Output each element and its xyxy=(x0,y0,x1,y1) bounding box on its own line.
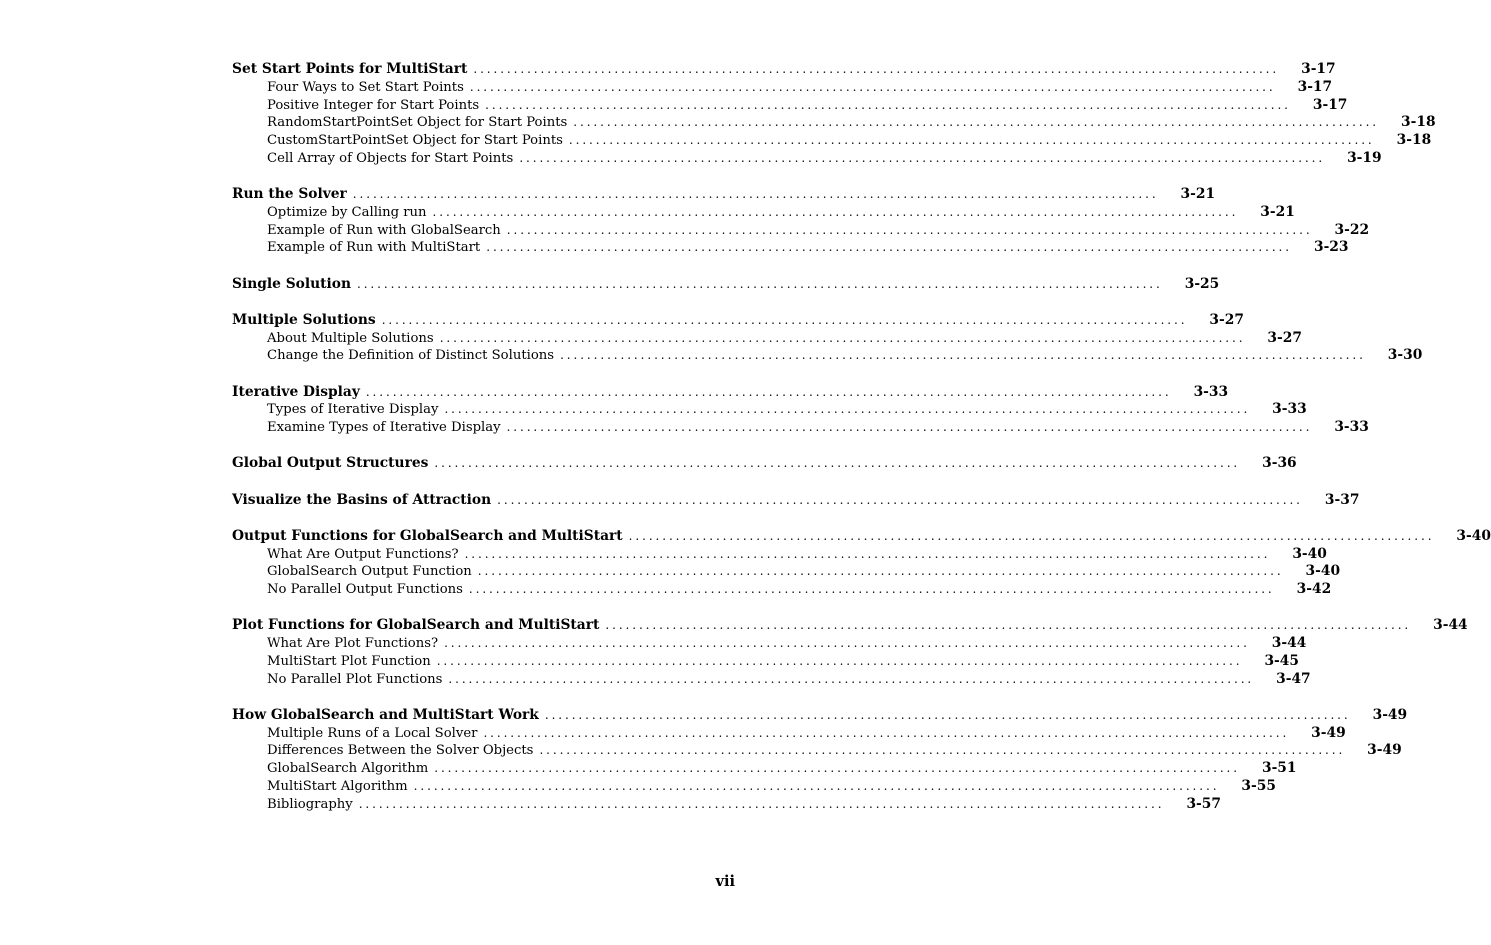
toc-entry-page: 3-45 xyxy=(1264,652,1299,669)
toc-subsection-entry[interactable] xyxy=(232,563,1341,581)
toc-entry-title: CustomStartPointSet Object for Start Points xyxy=(267,133,563,148)
toc-entry-page: 3-30 xyxy=(1387,347,1423,364)
toc-section-entry[interactable] xyxy=(232,617,1468,635)
dot-leader: ........................................................................................................................ xyxy=(497,492,1303,507)
toc-entry-title: Four Ways to Set Start Points xyxy=(267,79,464,95)
toc-section xyxy=(232,311,1423,365)
toc-subsection-entry[interactable] xyxy=(232,221,1370,240)
toc-entry-page: 3-36 xyxy=(1262,455,1297,472)
toc-subsection-entry[interactable] xyxy=(232,760,1297,778)
toc-entry-title: How GlobalSearch and MultiStart Work xyxy=(232,706,539,723)
toc-entry-title: Multiple Runs of a Local Solver xyxy=(267,725,478,741)
toc-subsection-entry[interactable] xyxy=(232,652,1299,671)
toc-entry-page: 3-40 xyxy=(1456,527,1491,544)
toc-entry-title: Bibliography xyxy=(267,796,353,812)
toc-subsection-entry[interactable] xyxy=(232,795,1221,814)
dot-leader: ........................................................................................................................ xyxy=(469,79,1276,94)
toc-subsection-entry[interactable] xyxy=(232,545,1327,564)
dot-leader: ........................................................................................................................ xyxy=(628,528,1435,543)
toc-entry-page: 3-47 xyxy=(1276,670,1311,687)
toc-section xyxy=(232,527,1491,599)
toc-entry-page: 3-17 xyxy=(1297,78,1333,95)
dot-leader: ........................................................................................................................ xyxy=(486,240,1292,255)
toc-entry-title: Visualize the Basins of Attraction xyxy=(232,491,492,508)
dot-leader: ........................................................................................................................ xyxy=(444,402,1251,417)
toc-entry-title: Single Solution xyxy=(232,275,351,292)
page-number: vii xyxy=(715,873,735,890)
dot-leader: ........................................................................................................................ xyxy=(434,761,1240,775)
dot-leader: ........................................................................................................................ xyxy=(473,62,1280,76)
toc-entry-title: RandomStartPointSet Object for Start Points xyxy=(267,115,568,131)
toc-subsection-entry[interactable] xyxy=(232,635,1307,653)
toc-subsection-entry[interactable] xyxy=(232,114,1436,132)
dot-leader: ........................................................................................................................ xyxy=(544,707,1351,722)
toc-entry-title: Example of Run with GlobalSearch xyxy=(267,222,501,238)
toc-entry-title: Types of Iterative Display xyxy=(267,402,439,418)
toc-section xyxy=(232,706,1408,814)
toc-section-entry[interactable] xyxy=(232,491,1360,510)
dot-leader: ........................................................................................................................ xyxy=(434,456,1241,471)
dot-leader: ........................................................................................................................ xyxy=(365,384,1172,399)
toc-section-entry[interactable] xyxy=(232,455,1297,473)
dot-leader: ........................................................................................................................ xyxy=(519,150,1326,165)
toc-entry-page: 3-49 xyxy=(1372,706,1408,723)
toc-entry-title: What Are Output Functions? xyxy=(267,546,459,562)
toc-section xyxy=(232,617,1468,688)
toc-entry-page: 3-27 xyxy=(1267,329,1302,346)
toc-entry-page: 3-40 xyxy=(1305,563,1341,580)
toc-entry-page: 3-55 xyxy=(1241,777,1276,794)
toc-entry-page: 3-49 xyxy=(1311,724,1346,741)
toc-entry-page: 3-19 xyxy=(1347,149,1382,166)
toc-subsection-entry[interactable] xyxy=(232,581,1332,599)
toc-entry-title: GlobalSearch Algorithm xyxy=(267,761,429,776)
toc-entry-title: About Multiple Solutions xyxy=(267,330,434,346)
toc-entry-title: Multiple Solutions xyxy=(232,311,376,328)
toc-entry-page: 3-25 xyxy=(1184,275,1220,292)
toc-section xyxy=(232,383,1369,437)
toc-entry-title: Optimize by Calling run xyxy=(267,204,427,220)
toc-entry-page: 3-33 xyxy=(1272,401,1307,418)
toc-subsection-entry[interactable] xyxy=(232,96,1348,115)
toc-entry-page: 3-37 xyxy=(1324,491,1360,508)
toc-entry-title: Example of Run with MultiStart xyxy=(267,240,481,256)
dot-leader: ........................................................................................................................ xyxy=(381,312,1188,327)
toc-section xyxy=(232,61,1436,168)
toc-section xyxy=(232,275,1220,294)
toc-entry-title: Output Functions for GlobalSearch and MultiStart xyxy=(232,527,623,544)
toc-section-entry[interactable] xyxy=(232,186,1216,204)
dot-leader: ........................................................................................................................ xyxy=(483,725,1290,740)
dot-leader: ........................................................................................................................ xyxy=(464,546,1271,561)
toc-subsection-entry[interactable] xyxy=(232,724,1346,743)
toc-entry-title: Run the Solver xyxy=(232,186,347,202)
dot-leader: ........................................................................................................................ xyxy=(539,743,1346,758)
toc-entry-title: MultiStart Algorithm xyxy=(267,778,408,794)
toc-section xyxy=(232,491,1360,510)
dot-leader: ........................................................................................................................ xyxy=(477,564,1284,579)
toc-subsection-entry[interactable] xyxy=(232,419,1369,437)
dot-leader: ........................................................................................................................ xyxy=(413,778,1220,793)
toc-subsection-entry[interactable] xyxy=(232,347,1423,365)
toc-entry-page: 3-21 xyxy=(1260,203,1295,220)
toc-entry-title: GlobalSearch Output Function xyxy=(267,564,472,580)
dot-leader: ........................................................................................................................ xyxy=(573,115,1380,130)
toc-subsection-entry[interactable] xyxy=(232,670,1311,689)
toc-subsection-entry[interactable] xyxy=(232,239,1349,257)
toc-subsection-entry[interactable] xyxy=(232,401,1307,419)
toc-entry-title: Differences Between the Solver Objects xyxy=(267,743,534,759)
toc-entry-title: Set Start Points for MultiStart xyxy=(232,61,468,77)
toc-entry-page: 3-17 xyxy=(1312,96,1348,113)
dot-leader: ........................................................................................................................ xyxy=(468,582,1275,596)
toc-section-entry[interactable] xyxy=(232,61,1336,79)
toc-entry-title: Global Output Structures xyxy=(232,455,429,472)
toc-entry-page: 3-49 xyxy=(1367,742,1402,759)
toc-section-entry[interactable] xyxy=(232,527,1491,546)
toc-section-entry[interactable] xyxy=(232,311,1244,330)
toc-entry-page: 3-51 xyxy=(1261,760,1297,776)
toc-entry-page: 3-42 xyxy=(1296,581,1332,597)
toc-entry-title: Plot Functions for GlobalSearch and MultiStart xyxy=(232,617,600,634)
toc-entry-title: What Are Plot Functions? xyxy=(267,636,439,651)
dot-leader: ........................................................................................................................ xyxy=(436,653,1243,668)
dot-leader: ........................................................................................................................ xyxy=(506,222,1313,237)
toc-entry-title: MultiStart Plot Function xyxy=(267,653,431,669)
toc-entry-title: No Parallel Plot Functions xyxy=(267,671,443,687)
toc-entry-page: 3-33 xyxy=(1193,383,1229,400)
toc-section xyxy=(232,455,1297,473)
toc-entry-page: 3-44 xyxy=(1271,635,1307,651)
toc-subsection-entry[interactable] xyxy=(232,777,1276,796)
dot-leader: ........................................................................................................................ xyxy=(352,187,1159,201)
toc-entry-title: Examine Types of Iterative Display xyxy=(267,420,501,435)
dot-leader: ........................................................................................................................ xyxy=(439,330,1246,345)
toc-subsection-entry[interactable] xyxy=(232,742,1402,760)
toc-entry-title: Iterative Display xyxy=(232,383,360,400)
dot-leader: ........................................................................................................................ xyxy=(560,348,1366,363)
toc-subsection-entry[interactable] xyxy=(232,329,1302,348)
toc-entry-page: 3-23 xyxy=(1313,239,1349,256)
dot-leader: ........................................................................................................................ xyxy=(444,636,1250,650)
toc-section xyxy=(232,186,1370,257)
toc-entry-title: Positive Integer for Start Points xyxy=(267,97,480,113)
toc-entry-title: Change the Definition of Distinct Solutions xyxy=(267,348,555,364)
dot-leader: ........................................................................................................................ xyxy=(506,420,1313,434)
dot-leader: ........................................................................................................................ xyxy=(568,133,1375,147)
toc-entry-page: 3-21 xyxy=(1180,186,1216,202)
dot-leader: ........................................................................................................................ xyxy=(358,796,1165,811)
toc-entry-page: 3-22 xyxy=(1334,221,1370,238)
toc-entry-page: 3-33 xyxy=(1334,419,1369,435)
toc-subsection-entry[interactable] xyxy=(232,132,1432,150)
toc-section-entry[interactable] xyxy=(232,706,1408,725)
toc-entry-page: 3-18 xyxy=(1401,114,1436,131)
dot-leader: ........................................................................................................................ xyxy=(605,618,1412,633)
dot-leader: ........................................................................................................................ xyxy=(448,671,1255,686)
toc-subsection-entry[interactable] xyxy=(232,203,1295,222)
toc-entry-page: 3-44 xyxy=(1433,617,1468,634)
toc-entry-page: 3-17 xyxy=(1301,61,1336,77)
toc-entry-page: 3-27 xyxy=(1209,311,1244,328)
toc-subsection-entry[interactable] xyxy=(232,78,1333,97)
dot-leader: ........................................................................................................................ xyxy=(357,276,1163,291)
toc-entry-page: 3-57 xyxy=(1186,795,1221,812)
toc-entry-page: 3-18 xyxy=(1396,132,1432,148)
dot-leader: ........................................................................................................................ xyxy=(432,204,1239,219)
toc-section-entry[interactable] xyxy=(232,275,1220,294)
toc-entry-title: Cell Array of Objects for Start Points xyxy=(267,150,514,166)
toc-subsection-entry[interactable] xyxy=(232,149,1382,168)
dot-leader: ........................................................................................................................ xyxy=(485,97,1291,112)
toc-entry-page: 3-40 xyxy=(1292,545,1327,562)
toc-entry-title: No Parallel Output Functions xyxy=(267,582,463,597)
table-of-contents xyxy=(232,61,1491,832)
toc-section-entry[interactable] xyxy=(232,383,1229,402)
